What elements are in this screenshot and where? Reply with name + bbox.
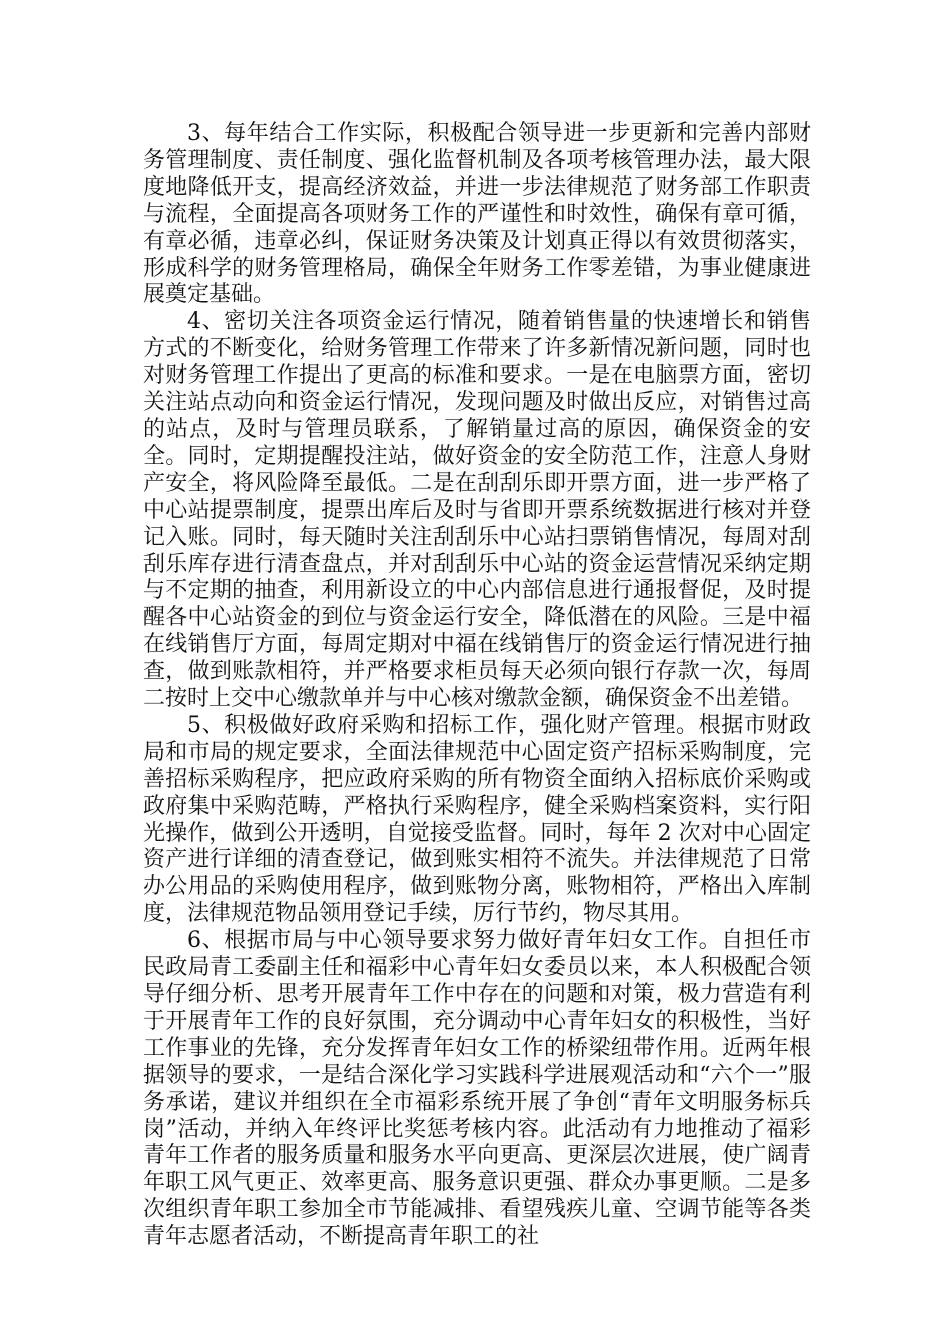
paragraph-3: 3、每年结合工作实际，积极配合领导进一步更新和完善内部财务管理制度、责任制度、强化监督机制及各项考核管理办法，最大限度地降低开支，提高经济效益，并进一步法律规范了财务部工作职责与流程，全面提高各项财务工作的严谨性和时效性，确保有章可循，有章必循，违章必纠，保证财务决策及计划真正得以有效贯彻落实，形成科学的财务管理格局，确保全年财务工作零差错，为事业健康进展奠定基础。 (143, 121, 811, 308)
paragraph-5: 5、积极做好政府采购和招标工作，强化财产管理。根据市财政局和市局的规定要求，全面法律规范中心固定资产招标采购制度，完善招标采购程序，把应政府采购的所有物资全面纳入招标底价采购或政府集中采购范畴，严格执行采购程序，健全采购档案资料，实行阳光操作，做到公开透明，自觉接受监督。同时，每年 2 次对中心固定资产进行详细的清查登记，做到账实相符不流失。并法律规范了日常办公用品的采购使用程序，做到账物分离，账物相符，严格出入库制度，法律规范物品领用登记手续，厉行节约，物尽其用。 (143, 712, 811, 927)
paragraph-6: 6、根据市局与中心领导要求努力做好青年妇女工作。自担任市民政局青工委副主任和福彩中心青年妇女委员以来，本人积极配合领导仔细分析、思考开展青年工作中存在的问题和对策，极力营造有利于开展青年工作的良好氛围，充分调动中心青年妇女的积极性，当好工作事业的先锋，充分发挥青年妇女工作的桥梁纽带作用。近两年根据领导的要求，一是结合深化学习实践科学进展观活动和“六个一”服务承诺，建议并组织在全市福彩系统开展了争创“青年文明服务标兵岗”活动，并纳入年终评比奖惩考核内容。此活动有力地推动了福彩青年工作者的服务质量和服务水平向更高、更深层次进展，使广阔青年职工风气更正、效率更高、服务意识更强、群众办事更顺。二是多次组织青年职工参加全市节能减排、看望残疾儿童、空调节能等各类青年志愿者活动，不断提高青年职工的社 (143, 928, 811, 1250)
paragraph-4: 4、密切关注各项资金运行情况，随着销售量的快速增长和销售方式的不断变化，给财务管理工作带来了许多新情况新问题，同时也对财务管理工作提出了更高的标准和要求。一是在电脑票方面，密切关注站点动向和资金运行情况，发现问题及时做出反应，对销售过高的站点，及时与管理员联系，了解销量过高的原因，确保资金的安全。同时，定期提醒投注站，做好资金的安全防范工作，注意人身财产安全，将风险降至最低。二是在刮刮乐即开票方面，进一步严格了中心站提票制度，提票出库后及时与省即开票系统数据进行核对并登记入账。同时，每天随时关注刮刮乐中心站扫票销售情况，每周对刮刮乐库存进行清查盘点，并对刮刮乐中心站的资金运营情况采纳定期与不定期的抽查，利用新设立的中心内部信息进行通报督促，及时提醒各中心站资金的到位与资金运行安全，降低潜在的风险。三是中福在线销售厅方面，每周定期对中福在线销售厅的资金运行情况进行抽查，做到账款相符，并严格要求柜员每天必须向银行存款一次，每周二按时上交中心缴款单并与中心核对缴款金额，确保资金不出差错。 (143, 309, 811, 712)
document-body (143, 121, 811, 1251)
